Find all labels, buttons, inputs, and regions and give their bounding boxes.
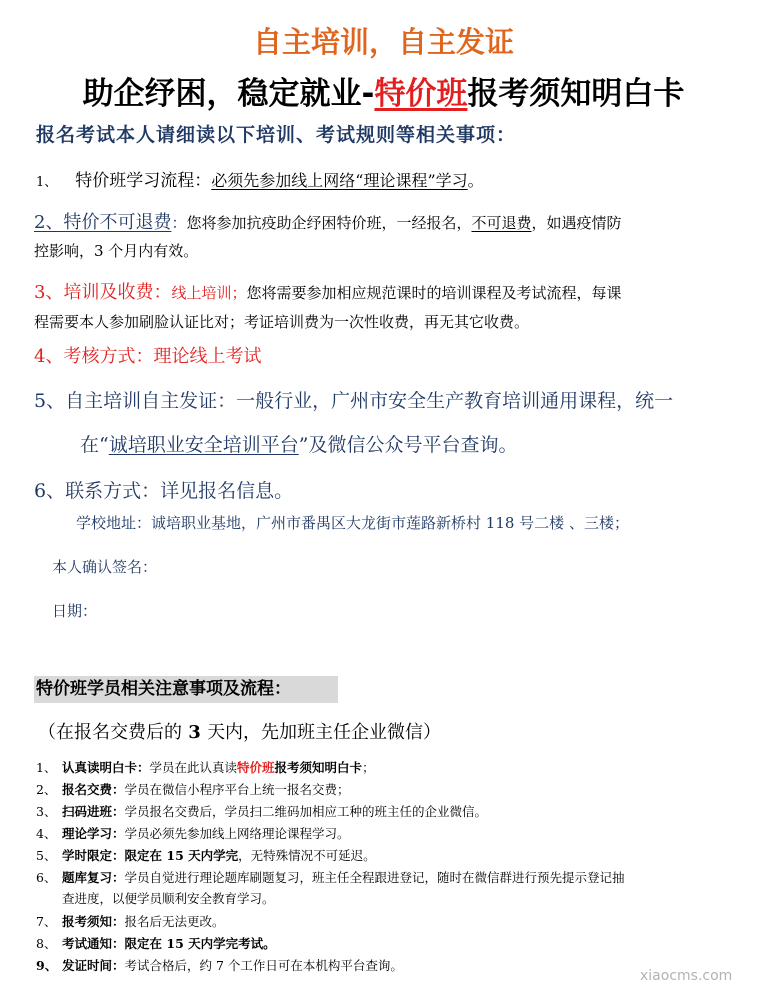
section-1	[36, 166, 484, 191]
step-key: 认真读明白卡：	[62, 760, 150, 775]
step-6	[36, 868, 625, 886]
step-key: 理论学习：	[62, 826, 125, 841]
section-3-heading: 3、培训及收费：	[34, 282, 172, 303]
step-number: 5、	[36, 848, 57, 863]
notes-subheading	[38, 718, 441, 744]
subtitle-post: 报考须知明白卡	[467, 76, 685, 112]
notes-sub-days: 3	[182, 722, 208, 743]
step-number: 2、	[36, 782, 57, 797]
step-8	[36, 934, 276, 952]
section-5-pre: 在“	[80, 434, 109, 456]
step-key: 题库复习：	[62, 870, 125, 885]
section-1-number: 1、	[36, 175, 58, 190]
section-3-line-2: 程需要本人参加刷脸认证比对；考证培训费为一次性收费，再无其它收费。	[34, 313, 530, 331]
section-5-post: ”及微信公众号平台查询。	[298, 434, 518, 456]
section-2-no-refund: 不可退费	[471, 214, 532, 232]
subtitle-highlight: 特价班	[374, 76, 468, 112]
section-4: 4、考核方式：理论线上考试	[34, 346, 262, 367]
section-2	[34, 208, 622, 234]
intro-text: 报名考试本人请细读以下培训、考试规则等相关事项：	[36, 124, 517, 146]
section-2-line-2: 控影响，3 个月内有效。	[34, 242, 199, 260]
step-1	[36, 758, 375, 776]
step-text: 学员自觉进行理论题库刷题复习，班主任全程跟进登记，随时在微信群进行预先提示登记抽	[124, 870, 625, 885]
step-6-continued: 查进度，以便学员顺利安全教育学习。	[62, 891, 275, 906]
step-key: 发证时间：	[62, 958, 125, 973]
step-9	[36, 956, 403, 974]
step-text: 学员在此认真读	[149, 760, 238, 775]
section-5: 5、自主培训自主发证：一般行业，广州市安全生产教育培训通用课程，统一	[34, 390, 674, 412]
section-6: 6、联系方式：详见报名信息。	[34, 480, 294, 502]
platform-name: 诚培职业安全培训平台	[108, 434, 299, 456]
notes-sub-pre: （在报名交费后的	[38, 722, 182, 743]
step-end: ；	[362, 760, 375, 775]
section-1-end: 。	[467, 171, 484, 190]
step-2	[36, 780, 350, 798]
subtitle-pre: 助企纾困，稳定就业-	[82, 76, 375, 112]
step-key: 学时限定：	[62, 848, 125, 863]
step-3	[36, 802, 487, 820]
step-text: 学员必须先参加线上网络理论课程学习。	[124, 826, 350, 841]
step-number: 4、	[36, 826, 57, 841]
step-number: 9、	[36, 958, 58, 973]
step-5	[36, 846, 376, 864]
step-4	[36, 824, 350, 842]
section-2-heading: 2、特价不可退费	[34, 212, 172, 233]
subtitle	[0, 68, 767, 113]
notes-sub-post: 天内，先加班主任企业微信）	[207, 722, 442, 743]
step-bold: 限定在 15 天内学完考试。	[124, 936, 276, 951]
school-address: 学校地址：诚培职业基地，广州市番禺区大龙街市莲路新桥村 118 号二楼 、三楼；	[76, 514, 629, 532]
date-label: 日期：	[52, 602, 98, 620]
signature-label: 本人确认签名：	[52, 558, 158, 576]
step-text: 报名后无法更改。	[124, 914, 225, 929]
step-text: 学员在微信小程序平台上统一报名交费；	[124, 782, 350, 797]
step-key: 考试通知：	[62, 936, 125, 951]
main-title: 自主培训，自主发证	[252, 25, 514, 59]
step-number: 1、	[36, 760, 57, 775]
step-key: 报考须知：	[62, 914, 125, 929]
section-3	[34, 278, 621, 304]
step-number: 6、	[36, 870, 57, 885]
step-7	[36, 912, 225, 930]
step-number: 8、	[36, 936, 57, 951]
notes-heading: 特价班学员相关注意事项及流程：	[34, 676, 338, 703]
section-2-colon: ：	[171, 214, 187, 232]
section-1-body: 必须先参加线上网络“理论课程”学习	[211, 171, 468, 190]
step-text: 学员报名交费后，学员扫二维码加相应工种的班主任的企业微信。	[124, 804, 488, 819]
section-2-body-end: ，如遇疫情防	[531, 214, 622, 232]
step-number: 3、	[36, 804, 57, 819]
section-1-heading: 特价班学习流程：	[75, 171, 212, 191]
step-key: 扫码进班：	[62, 804, 125, 819]
step-text: ，无特殊情况不可延迟。	[238, 848, 376, 863]
step-key: 报名交费：	[62, 782, 125, 797]
section-3-sub: 线上培训；	[171, 284, 247, 302]
step-bold: 报考须知明白卡	[274, 760, 363, 775]
section-2-body: 您将参加抗疫助企纾困特价班，一经报名，	[186, 214, 472, 232]
step-highlight: 特价班	[237, 760, 275, 775]
step-bold: 限定在 15 天内学完	[124, 848, 239, 863]
section-3-body: 您将需要参加相应规范课时的培训课程及考试流程，每课	[246, 284, 622, 302]
step-text: 考试合格后，约 7 个工作日可在本机构平台查询。	[124, 958, 403, 973]
step-number: 7、	[36, 914, 57, 929]
section-5-line-2	[80, 430, 517, 457]
watermark: xiaocms.com	[640, 968, 733, 984]
